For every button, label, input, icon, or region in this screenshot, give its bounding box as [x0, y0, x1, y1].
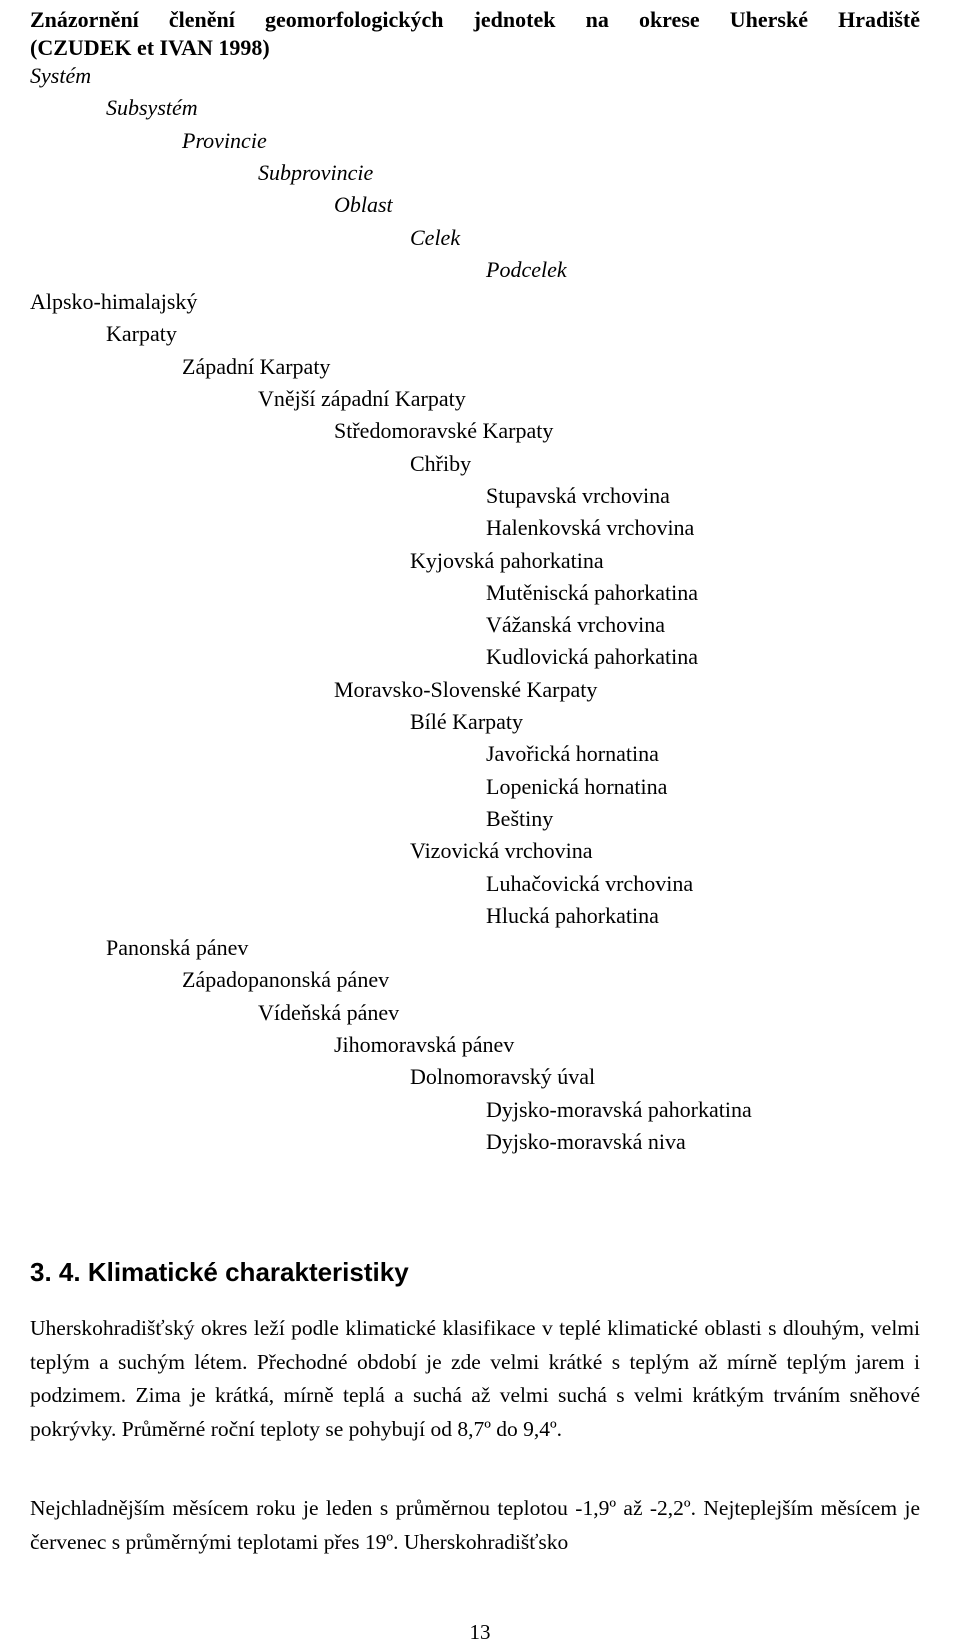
- section-heading: 3. 4. Klimatické charakteristiky: [30, 1257, 409, 1287]
- geomorphological-unit: Středomoravské Karpaty: [334, 418, 554, 444]
- climate-paragraph-1: Uherskohradišťský okres leží podle klimatické klasifikace v teplé klimatické oblasti s dlouhým, velmi teplým a suchým létem. Přechodné období je zde velmi krátké s teplým až mírně teplým jarem i podzimem. Zima je krátká, mírně teplá a suchá až velmi suchá s velmi krátkým trváním sněhové pokrývky. Průměrné roční teploty se pohybují od 8,7º do 9,4º.: [30, 1316, 920, 1441]
- geomorphological-unit: Vnější západní Karpaty: [258, 386, 466, 411]
- geomorphological-unit: Jihomoravská pánev: [334, 1032, 515, 1057]
- hierarchy-level-label: Subsystém: [106, 95, 198, 121]
- geomorphological-unit: Mutěniscká pahorkatina: [486, 579, 698, 605]
- hierarchy-level-label: Oblast: [334, 192, 393, 218]
- geomorphological-unit: Západní Karpaty: [182, 353, 331, 379]
- geomorphological-unit: Bílé Karpaty: [410, 709, 524, 734]
- document-title: Znázornění členění geomorfologických jednotek na okrese Uherské Hradiště: [30, 7, 920, 32]
- geomorphological-unit: Dyjsko-moravská niva: [486, 1128, 686, 1154]
- geomorphological-unit: Panonská pánev: [106, 935, 249, 961]
- geomorphological-unit: Beštiny: [486, 805, 554, 831]
- geomorphological-unit: Alpsko-himalajský: [30, 289, 198, 315]
- geomorphology-tree: [0, 60, 960, 1220]
- hierarchy-level-label: Provincie: [182, 127, 267, 153]
- geomorphological-unit: Halenkovská vrchovina: [486, 515, 695, 541]
- geomorphological-unit: Chřiby: [410, 450, 472, 476]
- hierarchy-level-label: Systém: [30, 63, 92, 88]
- geomorphological-unit: Karpaty: [106, 321, 177, 347]
- hierarchy-level-label: Podcelek: [486, 256, 567, 282]
- climate-paragraph-2: Nejchladnějším měsícem roku je leden s průměrnou teplotou -1,9º až -2,2º. Nejteplejším měsícem je červenec s průměrnými teplotami přes 19º. Uherskohradišťsko: [30, 1496, 920, 1554]
- geomorphological-unit: Vizovická vrchovina: [410, 838, 593, 864]
- hierarchy-level-label: Celek: [410, 224, 461, 250]
- geomorphological-unit: Moravsko-Slovenské Karpaty: [334, 676, 598, 702]
- geomorphological-unit: Vídeňská pánev: [258, 999, 400, 1025]
- geomorphological-unit: Kyjovská pahorkatina: [410, 547, 604, 573]
- geomorphological-unit: Hlucká pahorkatina: [486, 902, 659, 928]
- page-number: 13: [469, 1620, 491, 1644]
- geomorphological-unit: Dolnomoravský úval: [410, 1064, 596, 1090]
- geomorphological-unit: Lopenická hornatina: [486, 773, 668, 799]
- hierarchy-level-label: Subprovincie: [258, 159, 374, 185]
- geomorphological-unit: Dyjsko-moravská pahorkatina: [486, 1096, 752, 1122]
- geomorphological-unit: Luhačovická vrchovina: [486, 870, 694, 896]
- geomorphological-unit: Vážanská vrchovina: [486, 612, 665, 638]
- document-title-citation: (CZUDEK et IVAN 1998): [30, 35, 270, 60]
- geomorphological-unit: Javořická hornatina: [486, 741, 659, 767]
- geomorphological-unit: Západopanonská pánev: [182, 967, 390, 993]
- geomorphological-unit: Kudlovická pahorkatina: [486, 644, 698, 670]
- geomorphological-unit: Stupavská vrchovina: [486, 482, 670, 508]
